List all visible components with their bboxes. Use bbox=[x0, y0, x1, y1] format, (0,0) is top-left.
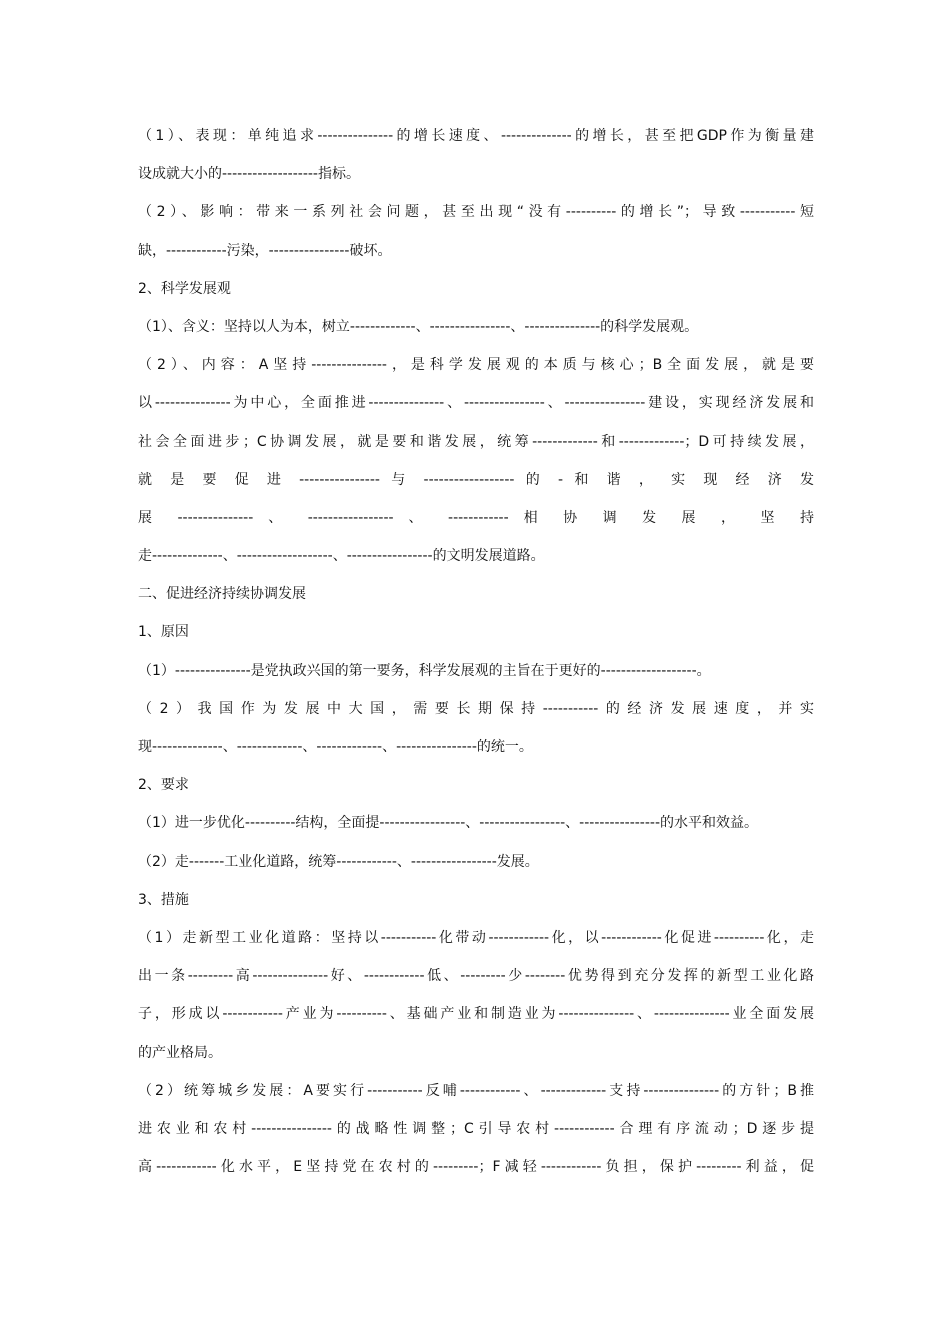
text-line: 出一条---------高---------------好、------------低、---------少--------优势得到充分发挥的新型工业化路 bbox=[138, 968, 814, 985]
text-line: （2）统筹城乡发展：A要实行-----------反哺------------、-------------支持---------------的方针；B推 bbox=[138, 1082, 814, 1099]
text-line: 的产业格局。 bbox=[138, 1044, 222, 1061]
text-line: 设成就大小的-------------------指标。 bbox=[138, 166, 360, 183]
text-line: （2）走-------工业化道路，统筹------------、-----------------发展。 bbox=[138, 853, 539, 870]
subsection-heading: 1、原因 bbox=[138, 624, 189, 641]
subsection-heading: 3、措施 bbox=[138, 891, 189, 908]
section-heading: 2、科学发展观 bbox=[138, 280, 231, 297]
text-line: （1）、表现：单纯追求---------------的增长速度、--------------的增长，甚至把GDP作为衡量建 bbox=[138, 128, 814, 144]
text-line: 进农业和农村----------------的战略性调整；C引导农村------------合理有序流动；D逐步提 bbox=[138, 1120, 814, 1137]
text-line: （1）、含义：坚持以人为本，树立-------------、----------------、---------------的科学发展观。 bbox=[138, 318, 699, 335]
text-line: （1）走新型工业化道路：坚持以-----------化带动------------化，以------------化促进----------化，走 bbox=[138, 929, 814, 946]
text-line: 就 是 要 促 进 ---------------- 与 ------------------ 的 - 和 谐 ， 实 现 经 济 发 bbox=[138, 471, 814, 488]
text-line: （2）、影响：带来一系列社会问题，甚至出现“没有----------的增长”；导致-----------短 bbox=[138, 204, 814, 221]
text-line: 社会全面进步；C协调发展，就是要和谐发展，统筹-------------和-------------；D可持续发展， bbox=[138, 433, 814, 450]
text-line: 高------------化水平，E坚持党在农村的---------；F减轻------------负担，保护---------利益，促 bbox=[138, 1159, 814, 1176]
text-line: 现--------------、-------------、-------------、----------------的统一。 bbox=[138, 739, 533, 755]
text-line: （2）、内容：A坚持---------------，是科学发展观的本质与核心；B全面发展，就是要 bbox=[138, 357, 814, 374]
text-line: 展 --------------- 、 ----------------- 、 ------------ 相 协 调 发 展 ， 坚 持 bbox=[138, 509, 814, 526]
text-line: （2）我国作为发展中大国，需要长期保持-----------的经济发展速度，并实 bbox=[138, 700, 814, 717]
subsection-heading: 2、要求 bbox=[138, 777, 189, 794]
text-line: 缺，------------污染，----------------破坏。 bbox=[138, 242, 392, 259]
text-line: 走--------------、-------------------、-----------------的文明发展道路。 bbox=[138, 548, 545, 565]
text-line: 子，形成以------------产业为----------、基础产业和制造业为---------------、---------------业全面发展 bbox=[138, 1006, 814, 1023]
section-heading: 二、促进经济持续协调发展 bbox=[138, 586, 306, 603]
text-line: （1）进一步优化----------结构，全面提-----------------、-----------------、----------------的水平和效益。 bbox=[138, 815, 759, 832]
document-page bbox=[138, 117, 814, 1186]
text-line: （1）---------------是党执政兴国的第一要务，科学发展观的主旨在于更好的-------------------。 bbox=[138, 662, 711, 679]
text-line: 以---------------为中心，全面推进---------------、----------------、----------------建设，实现经济发展和 bbox=[138, 395, 814, 412]
